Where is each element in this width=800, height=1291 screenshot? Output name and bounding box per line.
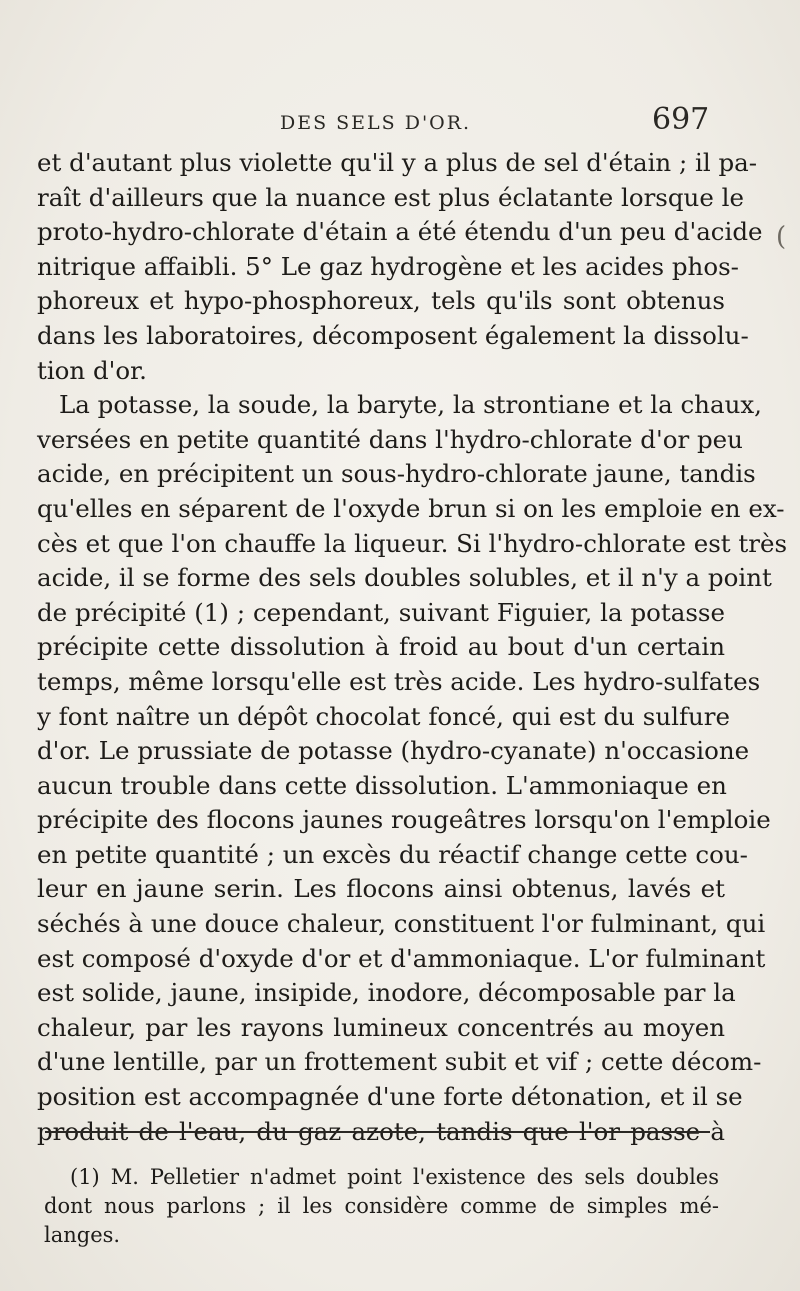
text-line: La potasse, la soude, la baryte, la strontiane et la chaux, bbox=[59, 390, 762, 420]
text-line: acide, en précipitent un sous-hydro-chlorate jaune, tandis bbox=[37, 459, 756, 489]
text-line: dans les laboratoires, décomposent également la dissolu- bbox=[37, 320, 749, 350]
footnote-divider bbox=[45, 1131, 710, 1133]
text-line: aucun trouble dans cette dissolution. L'ammoniaque en bbox=[37, 770, 727, 800]
text-line: précipite des flocons jaunes rougeâtres lorsqu'on l'emploie bbox=[37, 805, 771, 835]
text-line: temps, même lorsqu'elle est très acide. Les hydro-sulfates bbox=[37, 666, 761, 696]
margin-mark: ( bbox=[776, 222, 787, 252]
text-line: versées en petite quantité dans l'hydro-chlorate d'or peu bbox=[37, 424, 743, 454]
text-line: cès et que l'on chauffe la liqueur. Si l'hydro-chlorate est très bbox=[37, 528, 788, 558]
text-line: position est accompagnée d'une forte détonation, et il se bbox=[37, 1082, 743, 1112]
text-line: acide, il se forme des sels doubles solubles, et il n'y a point bbox=[37, 563, 772, 593]
text-line: tion d'or. bbox=[37, 355, 147, 385]
text-line: d'une lentille, par un frottement subit et vif ; cette décom- bbox=[37, 1047, 762, 1077]
text-line: d'or. Le prussiate de potasse (hydro-cyanate) n'occasione bbox=[37, 736, 750, 766]
text-line: de précipité (1) ; cependant, suivant Figuier, la potasse bbox=[37, 597, 725, 627]
footnote-line: dont nous parlons ; il les considère comme de simples mé- bbox=[44, 1194, 719, 1218]
running-title: DES SELS D'OR. bbox=[280, 112, 472, 134]
text-line: y font naître un dépôt chocolat foncé, qui est du sulfure bbox=[37, 701, 730, 731]
text-line: leur en jaune serin. Les flocons ainsi obtenus, lavés et bbox=[37, 874, 725, 904]
page-number: 697 bbox=[652, 102, 710, 137]
text-line: produit de l'eau, du gaz azote, tandis que l'or passe à bbox=[37, 1116, 725, 1146]
text-line: en petite quantité ; un excès du réactif change cette cou- bbox=[37, 839, 748, 869]
footnote-line: (1) M. Pelletier n'admet point l'existence des sels doubles bbox=[70, 1165, 719, 1189]
text-line: qu'elles en séparent de l'oxyde brun si on les emploie en ex- bbox=[37, 493, 785, 523]
text-line: proto-hydro-chlorate d'étain a été étendu d'un peu d'acide bbox=[37, 217, 763, 247]
footnote-line: langes. bbox=[44, 1223, 121, 1247]
footnote bbox=[44, 1163, 719, 1250]
text-line: est solide, jaune, insipide, inodore, décomposable par la bbox=[37, 978, 736, 1008]
text-line: nitrique affaibli. 5° Le gaz hydrogène et les acides phos- bbox=[37, 251, 739, 281]
text-line: chaleur, par les rayons lumineux concentrés au moyen bbox=[37, 1012, 725, 1042]
main-text bbox=[37, 146, 788, 1149]
text-line: phoreux et hypo-phosphoreux, tels qu'ils sont obtenus bbox=[37, 286, 725, 316]
text-line: raît d'ailleurs que la nuance est plus éclatante lorsque le bbox=[37, 182, 744, 212]
text-line: et d'autant plus violette qu'il y a plus de sel d'étain ; il pa- bbox=[37, 148, 758, 177]
text-line: précipite cette dissolution à froid au bout d'un certain bbox=[37, 632, 725, 662]
text-line: est composé d'oxyde d'or et d'ammoniaque. L'or fulminant bbox=[37, 943, 766, 973]
text-line: séchés à une douce chaleur, constituent l'or fulminant, qui bbox=[37, 909, 766, 939]
